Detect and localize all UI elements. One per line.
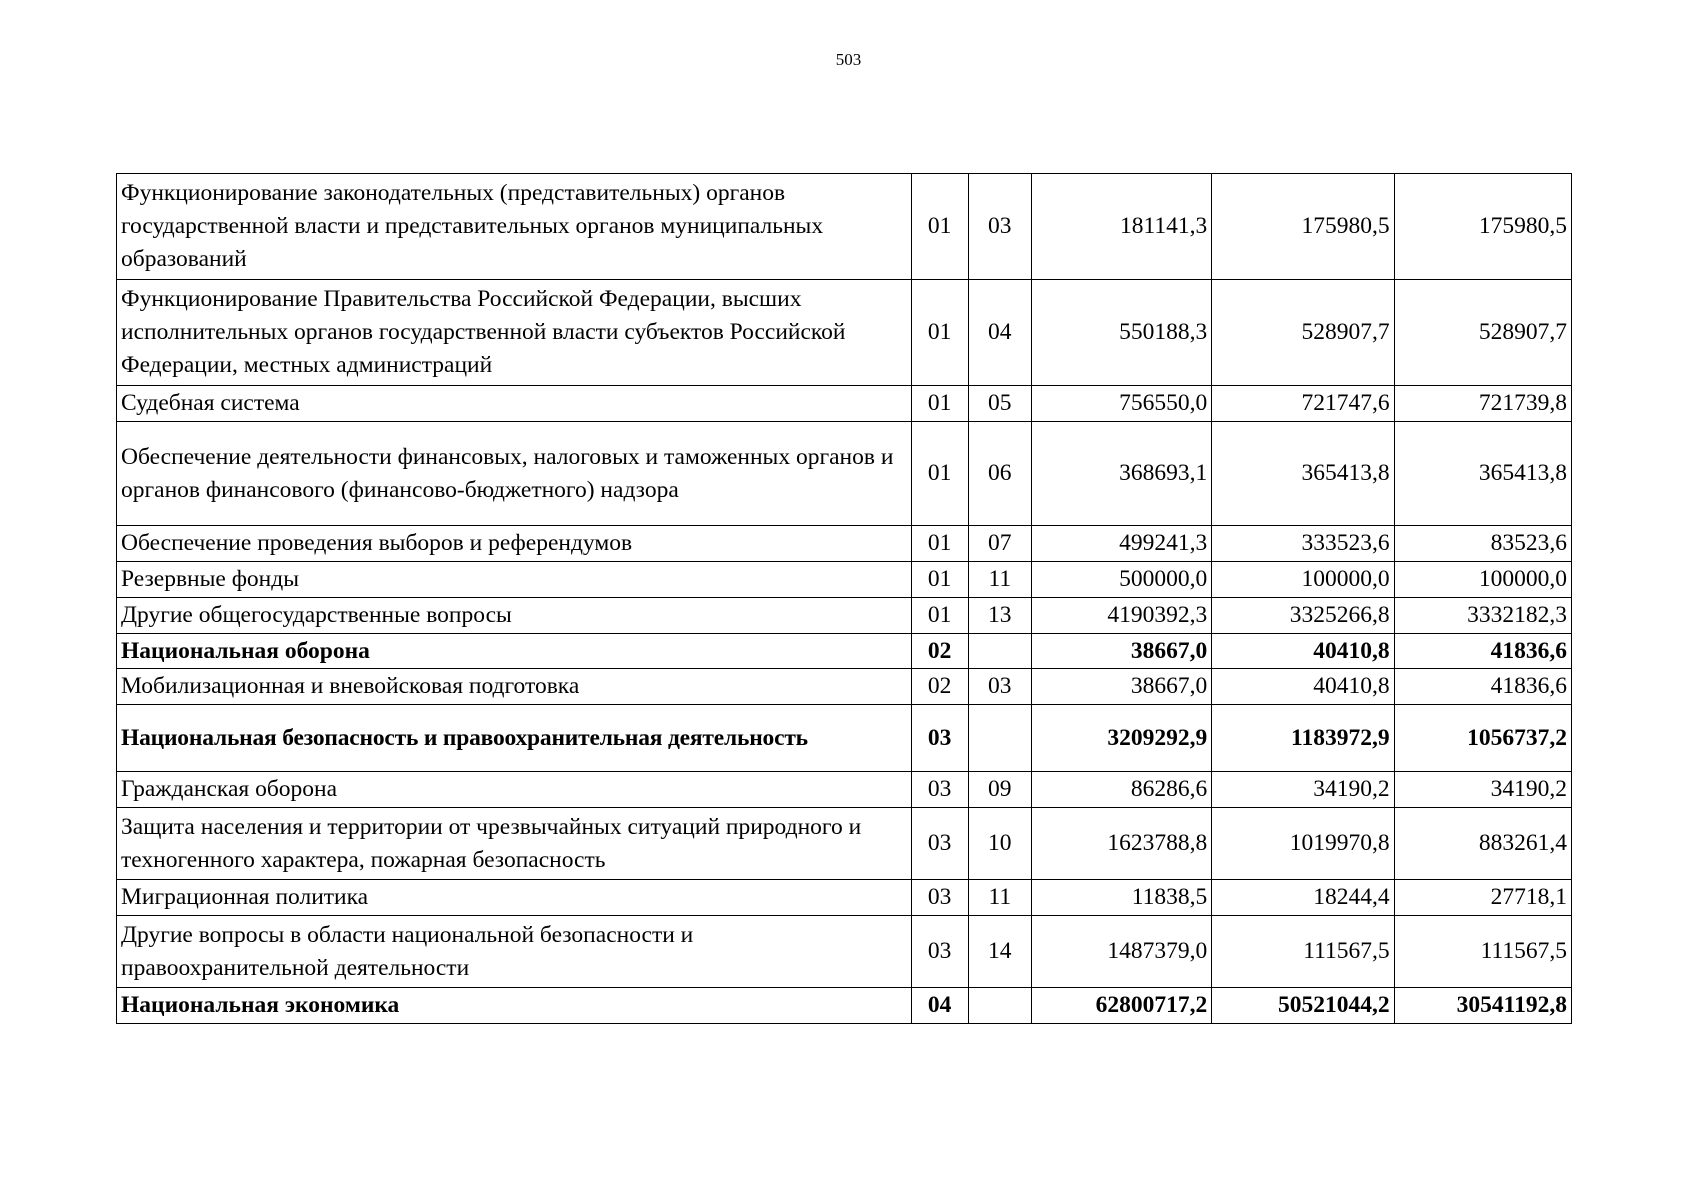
table-row [117,916,1572,988]
row-value-2: 1019970,8 [1212,808,1394,880]
row-value-1: 38667,0 [1031,634,1211,669]
row-value-3: 41836,6 [1394,634,1571,669]
row-value-3: 3332182,3 [1394,598,1571,634]
row-section-code: 03 [911,880,968,916]
row-section-code: 02 [911,634,968,669]
table-row-section [117,988,1572,1024]
table-row [117,174,1572,280]
row-value-1: 1487379,0 [1031,916,1211,988]
row-value-2: 175980,5 [1212,174,1394,280]
row-value-3: 365413,8 [1394,422,1571,526]
row-value-3: 30541192,8 [1394,988,1571,1024]
row-name: Другие вопросы в области национальной безопасности и правоохранительной деятельности [117,916,912,988]
row-value-3: 27718,1 [1394,880,1571,916]
row-value-1: 86286,6 [1031,772,1211,808]
page-number: 503 [835,50,862,69]
row-section-code: 01 [911,174,968,280]
row-subsection-code: 13 [968,598,1031,634]
row-value-2: 50521044,2 [1212,988,1394,1024]
row-name: Резервные фонды [117,562,912,598]
row-section-code: 03 [911,705,968,772]
row-subsection-code: 04 [968,280,1031,386]
row-value-1: 499241,3 [1031,526,1211,562]
row-name: Гражданская оборона [117,772,912,808]
row-section-code: 04 [911,988,968,1024]
row-value-2: 1183972,9 [1212,705,1394,772]
row-value-3: 111567,5 [1394,916,1571,988]
row-value-1: 3209292,9 [1031,705,1211,772]
row-name: Функционирование Правительства Российской Федерации, высших исполнительных органов государственной власти субъектов Российской Федерации, местных администраций [117,280,912,386]
row-subsection-code [968,988,1031,1024]
row-value-1: 181141,3 [1031,174,1211,280]
table-row [117,808,1572,880]
row-subsection-code: 11 [968,562,1031,598]
table-row [117,386,1572,422]
row-section-code: 03 [911,916,968,988]
row-value-1: 11838,5 [1031,880,1211,916]
row-value-3: 1056737,2 [1394,705,1571,772]
row-value-3: 34190,2 [1394,772,1571,808]
table-row [117,598,1572,634]
budget-table [116,173,1572,1024]
row-value-3: 41836,6 [1394,669,1571,705]
table-row-section [117,705,1572,772]
row-section-code: 01 [911,280,968,386]
row-subsection-code: 03 [968,669,1031,705]
row-subsection-code: 14 [968,916,1031,988]
row-section-code: 01 [911,562,968,598]
row-subsection-code: 05 [968,386,1031,422]
table-row [117,772,1572,808]
row-subsection-code: 03 [968,174,1031,280]
row-section-code: 01 [911,526,968,562]
row-name: Мобилизационная и вневойсковая подготовка [117,669,912,705]
row-name: Судебная система [117,386,912,422]
row-subsection-code: 06 [968,422,1031,526]
table-row [117,280,1572,386]
table-row [117,422,1572,526]
row-name: Национальная экономика [117,988,912,1024]
row-value-2: 721747,6 [1212,386,1394,422]
row-value-1: 500000,0 [1031,562,1211,598]
row-subsection-code [968,705,1031,772]
row-value-2: 333523,6 [1212,526,1394,562]
row-value-2: 40410,8 [1212,669,1394,705]
row-value-3: 175980,5 [1394,174,1571,280]
row-subsection-code [968,634,1031,669]
row-value-2: 3325266,8 [1212,598,1394,634]
row-section-code: 03 [911,808,968,880]
row-name: Национальная безопасность и правоохранительная деятельность [117,705,912,772]
row-value-2: 40410,8 [1212,634,1394,669]
row-name: Другие общегосударственные вопросы [117,598,912,634]
row-value-1: 756550,0 [1031,386,1211,422]
row-section-code: 02 [911,669,968,705]
row-subsection-code: 11 [968,880,1031,916]
row-value-1: 4190392,3 [1031,598,1211,634]
table-row [117,562,1572,598]
row-name: Миграционная политика [117,880,912,916]
row-section-code: 01 [911,598,968,634]
row-value-2: 528907,7 [1212,280,1394,386]
row-value-3: 883261,4 [1394,808,1571,880]
row-value-2: 111567,5 [1212,916,1394,988]
row-name: Национальная оборона [117,634,912,669]
row-section-code: 03 [911,772,968,808]
row-value-1: 1623788,8 [1031,808,1211,880]
row-section-code: 01 [911,422,968,526]
row-subsection-code: 07 [968,526,1031,562]
table-row-section [117,634,1572,669]
row-value-1: 38667,0 [1031,669,1211,705]
row-subsection-code: 10 [968,808,1031,880]
table-row [117,669,1572,705]
row-value-2: 18244,4 [1212,880,1394,916]
table-row [117,526,1572,562]
row-value-1: 550188,3 [1031,280,1211,386]
table-row [117,880,1572,916]
row-value-2: 34190,2 [1212,772,1394,808]
row-section-code: 01 [911,386,968,422]
row-name: Функционирование законодательных (представительных) органов государственной власти и представительных органов муниципальных образований [117,174,912,280]
row-value-1: 62800717,2 [1031,988,1211,1024]
row-value-3: 721739,8 [1394,386,1571,422]
row-name: Защита населения и территории от чрезвычайных ситуаций природного и техногенного характера, пожарная безопасность [117,808,912,880]
row-name: Обеспечение деятельности финансовых, налоговых и таможенных органов и органов финансового (финансово-бюджетного) надзора [117,422,912,526]
row-name: Обеспечение проведения выборов и референдумов [117,526,912,562]
row-value-2: 365413,8 [1212,422,1394,526]
row-value-3: 528907,7 [1394,280,1571,386]
row-value-3: 100000,0 [1394,562,1571,598]
row-value-1: 368693,1 [1031,422,1211,526]
row-value-3: 83523,6 [1394,526,1571,562]
row-subsection-code: 09 [968,772,1031,808]
row-value-2: 100000,0 [1212,562,1394,598]
